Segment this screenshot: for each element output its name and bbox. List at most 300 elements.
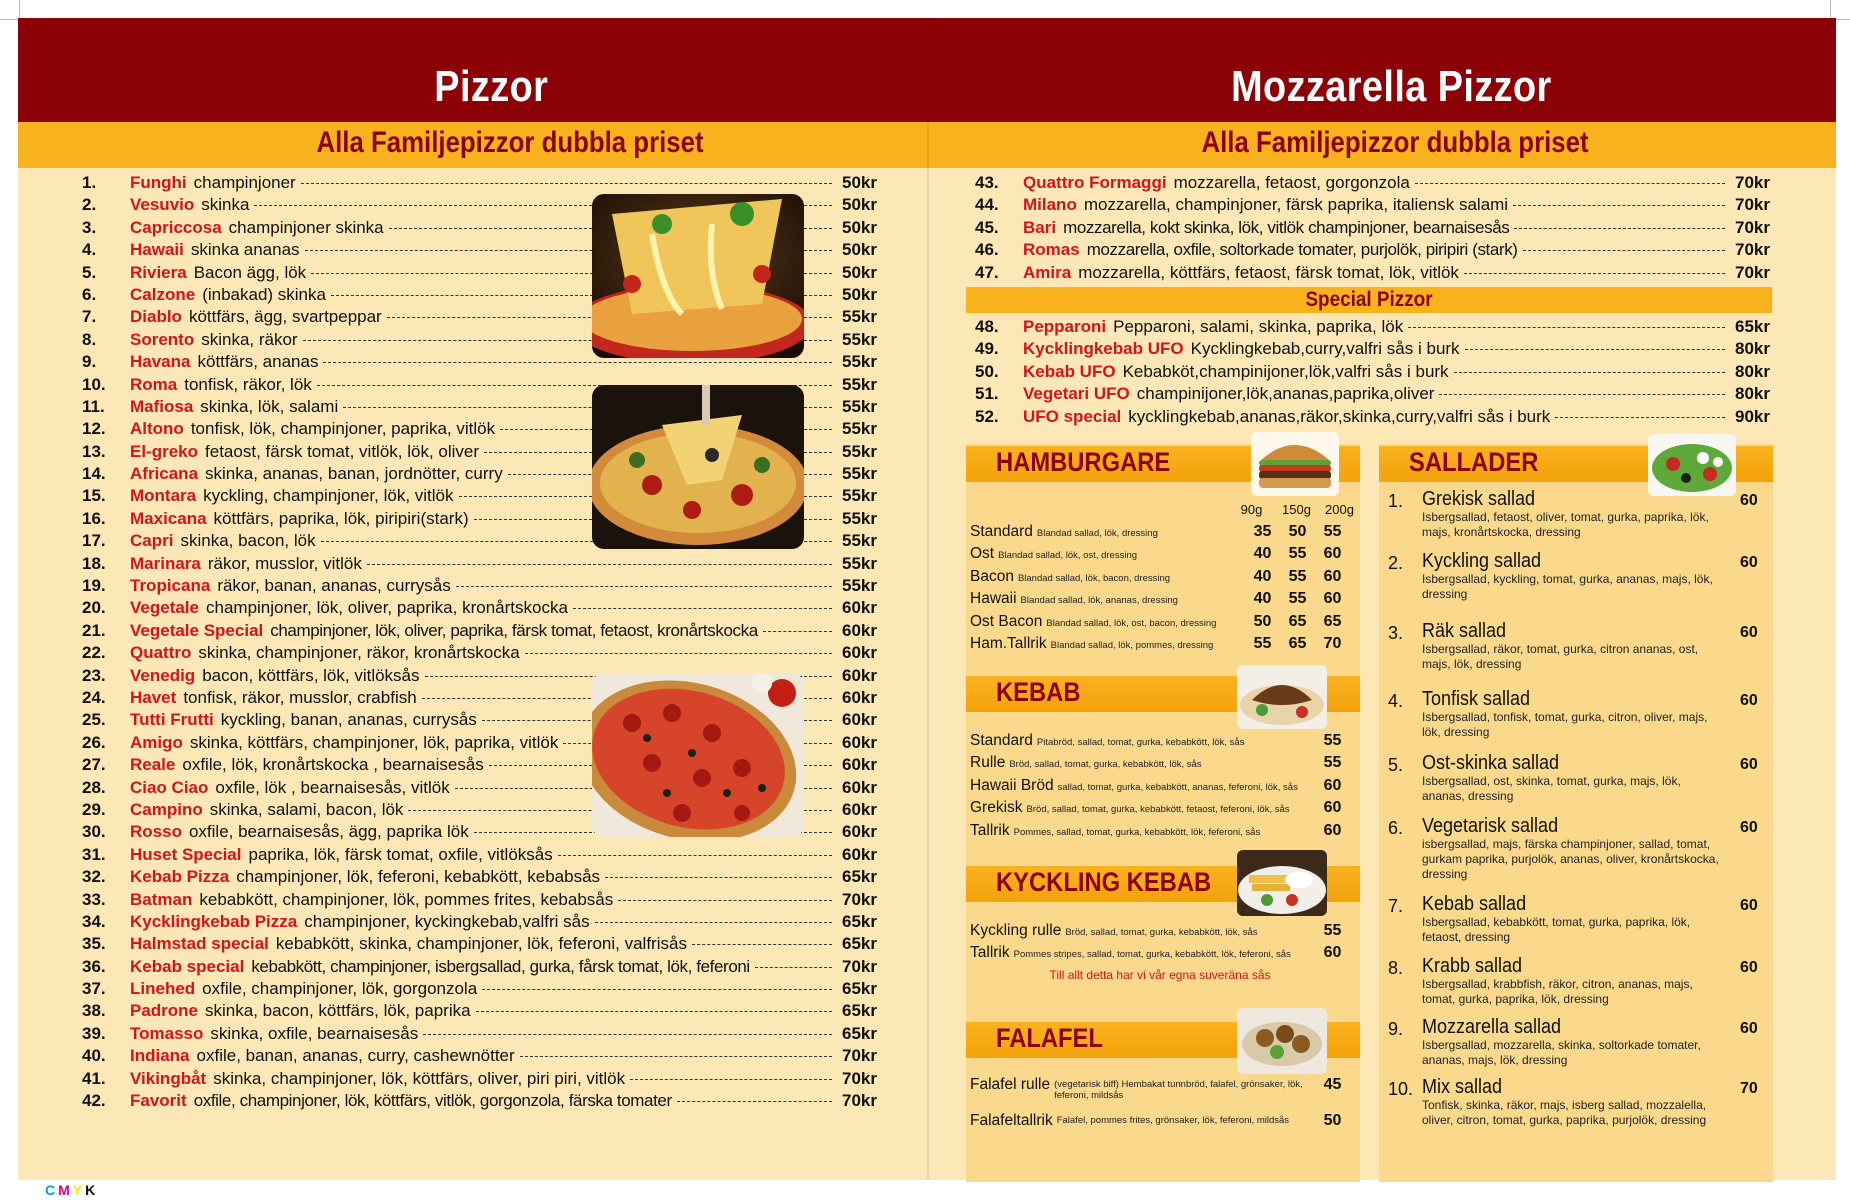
pizza-number: 5.: [82, 262, 97, 282]
right-page-subtitle: Alla Familjepizzor dubbla priset: [1201, 126, 1589, 159]
pizza-item: [82, 845, 877, 867]
pizza-price: 80kr: [1735, 384, 1770, 404]
leader-dots: [1439, 394, 1725, 395]
hamburgare-title: HAMBURGARE: [996, 447, 1171, 477]
pizza-item: [82, 912, 877, 934]
pizza-ingredients: bacon, köttfärs, lök, vitlöksås: [202, 665, 420, 685]
pizza-number: 15.: [82, 486, 106, 506]
salad-ingredients: Tonfisk, skinka, räkor, majs, isberg sallad, mozzalella, oliver, citron, tomat, gurka, paprika, purjolök, dressing: [1422, 1098, 1707, 1127]
item-price: 45: [1323, 1076, 1342, 1093]
leader-dots: [525, 653, 832, 654]
pizza-item: [82, 1024, 877, 1046]
item-name: Ost: [970, 545, 995, 563]
salad-photo: [1648, 434, 1736, 496]
pizza-number: 32.: [82, 867, 106, 887]
salad-number: 10.: [1388, 1079, 1414, 1099]
pizza-number: 36.: [82, 956, 106, 976]
pizza-item: [975, 362, 1770, 384]
special-pizza-list: [975, 317, 1770, 429]
special-pizzor-bar: [966, 287, 1772, 313]
pizza-name: Riviera: [130, 262, 187, 282]
hamburgare-item: [970, 590, 1350, 610]
pizza-price: 60kr: [842, 620, 877, 640]
kyckling-title: KYCKLING KEBAB: [996, 867, 1212, 897]
item-ingredients: Blandad sallad, lök, ananas, dressing: [1020, 595, 1178, 607]
pizza-price: 60kr: [842, 777, 877, 797]
kebab-item: [970, 732, 1350, 752]
pizza-price: 55kr: [842, 486, 877, 506]
salad-ingredients: Isbergsallad, fetaost, oliver, tomat, gurka, paprika, lök, majs, kronårtskocka, dressing: [1422, 510, 1709, 539]
pizza-ingredients: fetaost, färsk tomat, vitlök, lök, oliver: [205, 441, 480, 461]
salad-price: 60: [1740, 819, 1758, 836]
leader-dots: [476, 1011, 832, 1012]
pizza-number: 26.: [82, 732, 106, 752]
pizza-ingredients: kyckling, banan, ananas, currysås: [220, 710, 477, 730]
leader-dots: [692, 944, 832, 945]
item-ingredients: sallad, tomat, gurka, kebabkött, ananas, feferoni, lök, sås: [1057, 781, 1298, 793]
price-200g: 55: [1323, 523, 1342, 540]
pizza-name: Kycklingkebab UFO: [1023, 339, 1184, 359]
pizza-name: Huset Special: [130, 844, 242, 864]
pizza-ingredients: oxfile, lök, kronårtskocka , bearnaisesås: [182, 755, 484, 775]
crop-mark: [0, 0, 20, 20]
pizza-number: 24.: [82, 687, 106, 707]
pizza-price: 50kr: [842, 217, 877, 237]
pizza-name: Bari: [1023, 217, 1057, 237]
pizza-ingredients: räkor, musslor, vitlök: [207, 553, 362, 573]
pizza-number: 48.: [975, 317, 999, 336]
salad-number: 2.: [1388, 553, 1404, 573]
pizza-ingredients: mozzarella, fetaost, gorgonzola: [1173, 173, 1410, 192]
item-name: Rulle: [970, 754, 1006, 772]
leader-dots: [1415, 183, 1725, 184]
pizza-ingredients: tonfisk, räkor, musslor, crabfish: [183, 687, 417, 707]
crop-mark: [1830, 0, 1850, 20]
salad-ingredients: Isbergsallad, räkor, tomat, gurka, citron ananas, ost, majs, lök, dressing: [1422, 642, 1699, 671]
salad-number: 8.: [1388, 958, 1404, 978]
pizza-ingredients: oxfile, champinjoner, lök, köttfärs, vitlök, gorgonzola, färska tomater: [193, 1091, 672, 1111]
pizza-ingredients: mozzarella, oxfile, soltorkade tomater, purjolök, piripiri (stark): [1086, 240, 1518, 260]
pizza-name: Quattro Formaggi: [1023, 173, 1167, 192]
pizza-number: 21.: [82, 620, 106, 640]
leader-dots: [763, 631, 832, 632]
salad-ingredients: isbergsallad, majs, färska champinjoner, sallad, tomat, gurkam paprika, purjolök, ananas, oliver, kronårtskocka, dressing: [1422, 837, 1719, 881]
pizza-ingredients: mozzarella, köttfärs, fetaost, färsk tomat, lök, vitlök: [1078, 262, 1459, 282]
pizza-ingredients: champinjoner, lök, oliver, paprika, kronårtskocka: [206, 598, 568, 618]
price-90g: 40: [1253, 590, 1272, 608]
salad-name: Räk sallad: [1422, 620, 1507, 642]
pizza-price: 55kr: [842, 396, 877, 416]
pizza-price: 70kr: [842, 1046, 877, 1066]
kyckling-item: [970, 944, 1350, 964]
pizza-ingredients: skinka, lök, salami: [200, 396, 339, 416]
pizza-name: Tomasso: [130, 1023, 204, 1043]
leader-dots: [1514, 228, 1725, 229]
cheese-pizza-photo: [592, 194, 804, 358]
pizza-item: [975, 263, 1770, 285]
salad-number: 6.: [1388, 818, 1404, 838]
pizza-name: Indiana: [130, 1046, 190, 1066]
pizza-ingredients: paprika, lök, färsk tomat, oxfile, vitlöksås: [248, 844, 553, 864]
cmyk-letter: C: [45, 1182, 59, 1198]
pizza-price: 65kr: [842, 979, 877, 999]
leader-dots: [520, 1056, 832, 1057]
pizza-item: [82, 598, 877, 620]
price-90g: 50: [1253, 612, 1272, 630]
price-150g: 55: [1288, 590, 1307, 608]
pizza-price: 50kr: [842, 284, 877, 304]
pizza-item: [975, 173, 1770, 195]
special-pizzor-title: Special Pizzor: [1305, 288, 1433, 311]
price-150g: 50: [1288, 523, 1307, 540]
pizza-name: Amigo: [130, 732, 183, 752]
leader-dots: [755, 967, 832, 968]
pizza-ingredients: tonfisk, räkor, lök: [184, 374, 312, 394]
sauce-note: Till allt detta har vi vår egna suveräna sås: [1049, 968, 1271, 982]
pizza-number: 41.: [82, 1068, 106, 1088]
pizza-name: Capri: [130, 531, 174, 551]
pizza-price: 80kr: [1735, 361, 1770, 381]
pizza-price: 70kr: [842, 956, 877, 976]
pizza-number: 46.: [975, 240, 999, 260]
pizza-price: 55kr: [842, 441, 877, 461]
pizza-price: 60kr: [842, 710, 877, 730]
pizza-number: 35.: [82, 934, 106, 954]
pizza-price: 60kr: [842, 799, 877, 819]
pizza-name: Romas: [1023, 240, 1080, 260]
price-200g: 60: [1323, 567, 1342, 585]
pizza-ingredients: oxfile, bearnaisesås, ägg, paprika lök: [188, 822, 469, 842]
salad-number: 4.: [1388, 691, 1404, 711]
salad-price: 60: [1740, 692, 1758, 709]
salad-price: 60: [1740, 492, 1758, 509]
pizza-ingredients: kebabkött, champinjoner, isbergsallad, gurka, fårsk tomat, lök, feferoni: [251, 956, 750, 976]
pizza-ingredients: skinka, köttfärs, champinjoner, lök, paprika, vitlök: [189, 732, 559, 752]
pizza-name: Altono: [130, 419, 184, 439]
salad-ingredients: Isbergsallad, tonfisk, tomat, gurka, citron, oliver, majs, lök, dressing: [1422, 710, 1708, 739]
salad-price: 70: [1740, 1080, 1758, 1097]
pizza-item: [82, 1091, 877, 1113]
price-90g: 55: [1253, 635, 1272, 652]
pizza-number: 51.: [975, 384, 999, 404]
pizza-name: Africana: [130, 464, 199, 484]
pizza-number: 47.: [975, 262, 999, 282]
pizza-number: 1.: [82, 173, 97, 192]
pizza-ingredients: kycklingkebab,ananas,räkor,skinka,curry,valfri sås i burk: [1128, 406, 1551, 426]
price-150g: 55: [1288, 567, 1307, 585]
item-ingredients: Pommes stripes, sallad, tomat, gurka, kebabkött, lök, feferoni, sås: [1013, 949, 1291, 961]
item-price: 55: [1323, 922, 1342, 939]
pizza-number: 17.: [82, 531, 106, 551]
kebab-photo: [1237, 665, 1327, 729]
salad-ingredients: Isbergsallad, mozzarella, skinka, soltorkade tomater, ananas, majs, lök, dressing: [1422, 1038, 1701, 1067]
salad-name: Tonfisk sallad: [1422, 688, 1531, 710]
pizza-price: 60kr: [842, 844, 877, 864]
pizza-number: 37.: [82, 979, 106, 999]
item-name: Hawaii Bröd: [970, 776, 1054, 794]
item-price: 55: [1323, 732, 1342, 749]
pizza-price: 60kr: [842, 822, 877, 842]
pizza-name: Vegetale Special: [130, 620, 264, 640]
pizza-name: Favorit: [130, 1091, 187, 1111]
item-ingredients: Bröd, sallad, tomat, gurka, kebabkött, lök, sås: [1065, 927, 1258, 938]
pizza-item: [82, 979, 877, 1001]
pizza-item: [82, 934, 877, 956]
cmyk-mark: [45, 1182, 98, 1198]
pizza-price: 60kr: [842, 755, 877, 775]
pizza-price: 80kr: [1735, 339, 1770, 359]
pizza-price: 55kr: [842, 576, 877, 596]
leader-dots: [1513, 205, 1725, 206]
pizza-item: [975, 218, 1770, 240]
cmyk-letter: K: [85, 1182, 99, 1198]
item-price: 60: [1323, 821, 1342, 839]
pizza-price: 55kr: [842, 464, 877, 484]
right-page-title: Mozzarella Pizzor: [1231, 62, 1552, 111]
pizza-ingredients: oxfile, lök , bearnaisesås, vitlök: [215, 777, 450, 797]
pizza-name: Vegetale: [130, 598, 199, 618]
falafel-photo: [1237, 1008, 1327, 1074]
pizza-ingredients: Kebabköt,champinijoner,lök,valfri sås i burk: [1122, 361, 1449, 381]
leader-dots: [605, 877, 832, 878]
leader-dots: [595, 922, 832, 923]
salad-ingredients: Isbergsallad, krabbfish, räkor, citron, ananas, majs, tomat, gurka, paprika, lök, dressing: [1422, 977, 1693, 1006]
pizza-number: 45.: [975, 217, 999, 237]
chicken-kebab-photo: [1237, 850, 1327, 916]
left-page-title: Pizzor: [434, 62, 549, 111]
left-page-subtitle: Alla Familjepizzor dubbla priset: [316, 126, 704, 159]
pizza-number: 8.: [82, 329, 97, 349]
salad-name: Mix sallad: [1422, 1076, 1503, 1098]
pizza-item: [82, 890, 877, 912]
pizza-ingredients: oxfile, champinjoner, lök, gorgonzola: [202, 979, 478, 999]
pizza-number: 40.: [82, 1046, 106, 1066]
pizza-item: [975, 407, 1770, 429]
pizza-name: Pepparoni: [1023, 317, 1107, 336]
pizza-ingredients: kebabkött, skinka, champinjoner, lök, feferoni, valfrisås: [275, 934, 687, 954]
item-name: Hawaii: [970, 590, 1017, 608]
pizza-price: 55kr: [842, 553, 877, 573]
pizza-number: 33.: [82, 889, 106, 909]
pizza-item: [975, 384, 1770, 406]
salad-name: Kebab sallad: [1422, 893, 1527, 915]
pizza-price: 55kr: [842, 307, 877, 327]
leader-dots: [456, 586, 832, 587]
pizza-number: 28.: [82, 777, 106, 797]
pizza-name: Amira: [1023, 262, 1072, 282]
pizza-price: 55kr: [842, 374, 877, 394]
pizza-price: 50kr: [842, 173, 877, 192]
page-fold: [927, 18, 929, 1180]
pizza-ingredients: skinka, bacon, köttfärs, lök, paprika: [205, 1001, 471, 1021]
pizza-name: Marinara: [130, 553, 201, 573]
pizza-ingredients: mozzarella, kokt skinka, lök, vitlök champinjoner, bearnaisesås: [1063, 217, 1510, 237]
pizza-name: Kebab special: [130, 956, 245, 976]
pizza-price: 70kr: [1735, 240, 1770, 260]
pizza-price: 60kr: [842, 687, 877, 707]
pizza-item: [82, 1069, 877, 1091]
pizza-item: [975, 339, 1770, 361]
salad-price: 60: [1740, 959, 1758, 976]
item-name: Standard: [970, 523, 1033, 540]
pizza-name: Hawaii: [130, 240, 184, 260]
price-90g: 40: [1253, 567, 1272, 585]
pizza-item: [82, 173, 877, 195]
pizza-price: 55kr: [842, 419, 877, 439]
pizza-ingredients: Bacon ägg, lök: [193, 262, 307, 282]
price-150g: 65: [1288, 612, 1307, 630]
pizza-number: 10.: [82, 374, 106, 394]
salad-price: 60: [1740, 1020, 1758, 1037]
item-ingredients: Blandad sallad, lök, bacon, dressing: [1017, 572, 1171, 584]
item-price: 60: [1323, 944, 1342, 962]
pizza-number: 50.: [975, 361, 999, 381]
pizza-price: 65kr: [842, 1001, 877, 1021]
pizza-item: [82, 576, 877, 598]
pizza-name: Kebab Pizza: [130, 867, 230, 887]
pizza-ingredients: Kycklingkebab,curry,valfri sås i burk: [1190, 339, 1460, 359]
pizza-number: 4.: [82, 240, 97, 260]
hamburgare-item: [970, 613, 1350, 633]
pizza-price: 65kr: [1735, 317, 1770, 336]
salad-number: 3.: [1388, 623, 1404, 643]
pizza-item: [82, 957, 877, 979]
price-150g: 65: [1288, 635, 1307, 652]
pizza-name: Linehed: [130, 979, 196, 999]
pizza-price: 70kr: [1735, 195, 1770, 215]
item-ingredients: Blandad sallad, lök, ost, dressing: [998, 550, 1138, 562]
pizza-ingredients: Pepparoni, salami, skinka, paprika, lök: [1113, 317, 1404, 336]
leader-dots: [1523, 250, 1725, 251]
pizza-price: 65kr: [842, 911, 877, 931]
pizza-ingredients: (inbakad) skinka: [202, 284, 326, 304]
kebab-item: [970, 799, 1350, 819]
pizza-ingredients: skinka, bacon, lök: [180, 531, 316, 551]
pizza-number: 7.: [82, 307, 97, 327]
leader-dots: [573, 608, 832, 609]
pizza-ingredients: champinijoner,lök,ananas,paprika,oliver: [1136, 384, 1435, 404]
kyckling-item: [970, 922, 1350, 942]
pizza-ingredients: skinka ananas: [190, 240, 300, 260]
pizza-number: 18.: [82, 553, 106, 573]
pizza-name: Reale: [130, 755, 176, 775]
pizza-name: Maxicana: [130, 508, 207, 528]
item-ingredients: Bröd, sallad, tomat, gurka, kebabkött, fetaost, feferoni, lök, sås: [1026, 804, 1290, 816]
item-name: Tallrik: [970, 944, 1010, 962]
pizza-name: Rosso: [130, 822, 182, 842]
pizza-price: 70kr: [1735, 217, 1770, 237]
pizza-item: [975, 195, 1770, 217]
salad-number: 1.: [1388, 491, 1404, 511]
pizza-number: 6.: [82, 284, 97, 304]
pizza-ingredients: champinjoner: [193, 173, 296, 192]
pizza-ingredients: oxfile, banan, ananas, curry, cashewnötter: [196, 1046, 515, 1066]
pizza-ingredients: skinka, oxfile, bearnaisesås: [210, 1023, 419, 1043]
salad-number: 9.: [1388, 1019, 1404, 1039]
salad-name: Ost-skinka sallad: [1422, 752, 1560, 774]
pizza-name: El-greko: [130, 441, 199, 461]
hamburgare-item: [970, 545, 1350, 565]
leader-dots: [1465, 349, 1725, 350]
item-price: 55: [1323, 754, 1342, 772]
pizza-name: Batman: [130, 889, 193, 909]
salad-price: 60: [1740, 624, 1758, 641]
leader-dots: [677, 1101, 832, 1102]
item-ingredients: Falafel, pommes frites, grönsaker, lök, feferoni, mildsås: [1056, 1115, 1290, 1126]
pizza-name: Kebab UFO: [1023, 361, 1116, 381]
pizza-number: 12.: [82, 419, 106, 439]
pizza-number: 23.: [82, 665, 106, 685]
pizza-ingredients: skinka, ananas, banan, jordnötter, curry: [205, 464, 503, 484]
leader-dots: [618, 900, 832, 901]
pizza-name: Calzone: [130, 284, 196, 304]
pizza-ingredients: champinjoner skinka: [228, 217, 384, 237]
mozzarella-pizza-list: [975, 173, 1770, 285]
item-ingredients: Blandad sallad, lök, pommes, dressing: [1050, 640, 1214, 651]
pizza-price: 65kr: [842, 934, 877, 954]
kebab-item: [970, 777, 1350, 797]
pizza-name: Vegetari UFO: [1023, 384, 1130, 404]
pizza-price: 60kr: [842, 598, 877, 618]
pizza-price: 50kr: [842, 240, 877, 260]
size-header: 90g: [1240, 502, 1263, 517]
pizza-number: 3.: [82, 217, 97, 237]
pizza-name: Mafiosa: [130, 396, 194, 416]
pizza-name: Halmstad special: [130, 934, 269, 954]
pizza-ingredients: kebabkött, champinjoner, lök, pommes frites, kebabsås: [199, 889, 614, 909]
pizza-item: [82, 621, 877, 643]
pizza-name: Diablo: [130, 307, 182, 327]
item-name: Ham.Tallrik: [970, 635, 1047, 652]
pizza-item: [975, 240, 1770, 262]
kebab-title: KEBAB: [996, 677, 1081, 707]
pizza-name: Capriccosa: [130, 217, 222, 237]
pizza-name: Kycklingkebab Pizza: [130, 911, 298, 931]
pizza-price: 55kr: [842, 352, 877, 372]
falafel-item: [970, 1112, 1350, 1142]
pizza-name: Vikingbåt: [130, 1068, 207, 1088]
salad-number: 5.: [1388, 755, 1404, 775]
leader-dots: [482, 989, 832, 990]
cmyk-letter: M: [58, 1182, 73, 1198]
pizza-number: 20.: [82, 598, 106, 618]
leader-dots: [1464, 273, 1725, 274]
pizza-number: 43.: [975, 173, 999, 192]
salad-name: Grekisk sallad: [1422, 488, 1536, 510]
item-ingredients: (vegetarisk biff) Hembakat tunnbröd, falafel, grönsaker, lök, feferoni, mildsås: [1054, 1079, 1303, 1101]
pizza-name: Vesuvio: [130, 195, 195, 215]
pizza-name: Roma: [130, 374, 178, 394]
pizza-price: 55kr: [842, 531, 877, 551]
salad-price: 60: [1740, 897, 1758, 914]
pizza-slice-photo: [592, 385, 804, 549]
leader-dots: [1408, 327, 1725, 328]
size-header: 150g: [1282, 502, 1311, 517]
leader-dots: [558, 855, 832, 856]
price-90g: 40: [1253, 545, 1272, 563]
pizza-price: 70kr: [1735, 262, 1770, 282]
pizza-number: 9.: [82, 352, 97, 372]
leader-dots: [367, 564, 832, 565]
pizza-item: [82, 1046, 877, 1068]
pizza-number: 49.: [975, 339, 999, 359]
pizza-name: Quattro: [130, 643, 192, 663]
salad-name: Vegetarisk sallad: [1422, 815, 1559, 837]
pizza-name: Havana: [130, 352, 191, 372]
pizza-name: Tropicana: [130, 576, 211, 596]
pizza-ingredients: champinjoner, lök, oliver, paprika, färsk tomat, fetaost, kronårtskocka: [270, 620, 758, 640]
pizza-price: 70kr: [1735, 173, 1770, 192]
